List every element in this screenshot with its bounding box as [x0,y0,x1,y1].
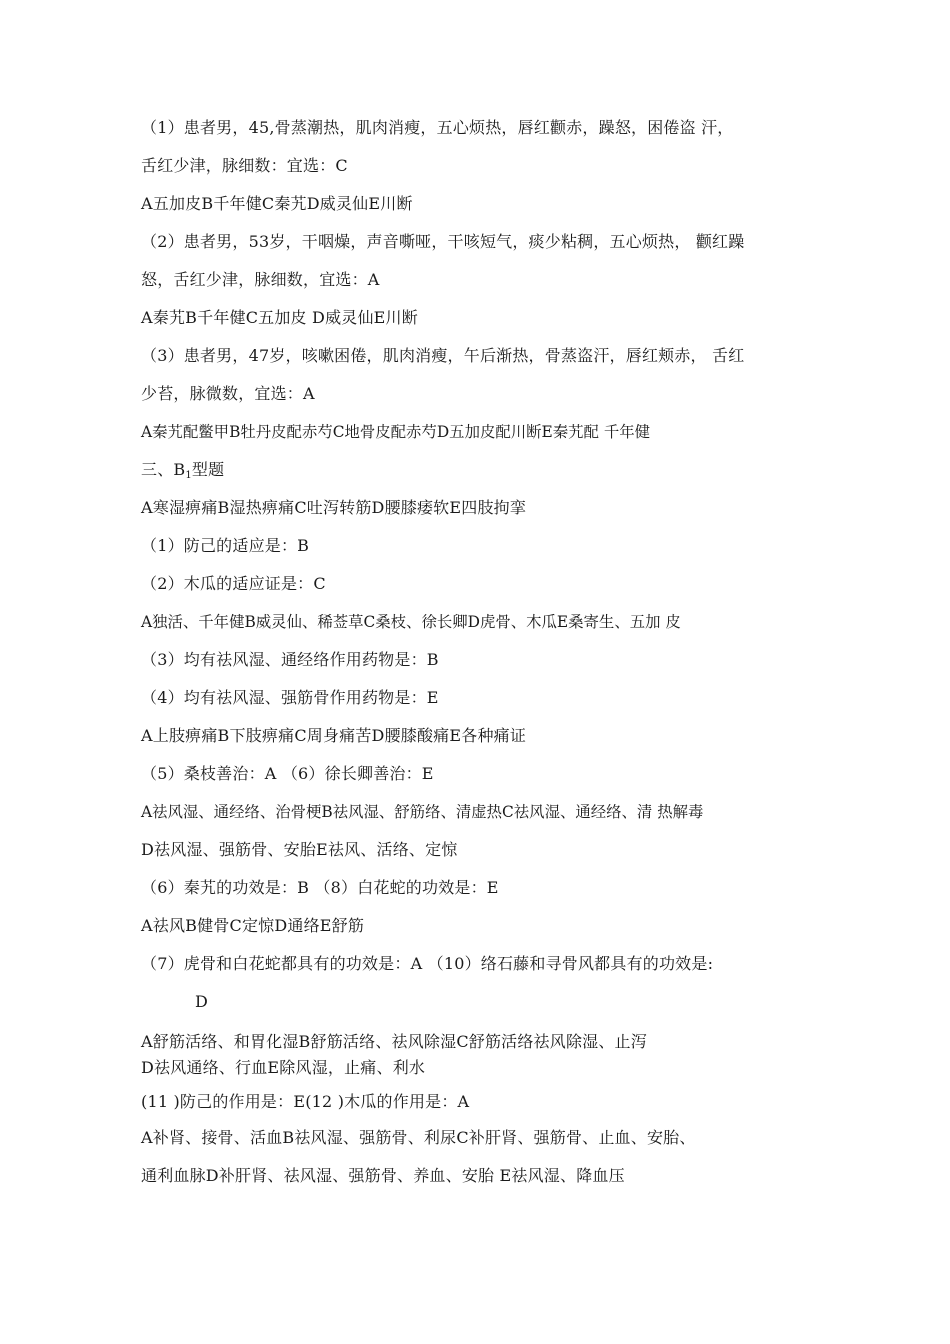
group-7-options-cont: 通利血脉D补肝肾、祛风湿、强筋骨、养血、安胎 E祛风湿、降血压 [141,1166,625,1185]
question-1-options: A五加皮B千年健C秦艽D威灵仙E川断 [141,194,413,213]
section-heading [141,460,224,486]
question-1-stem-cont: 舌红少津，脉细数：宜选：C [141,156,348,175]
group-5-questions: （7）虎骨和白花蛇都具有的功效是：A （10）络石藤和寻骨风都具有的功效是: [141,954,714,973]
group-4-questions: （6）秦艽的功效是：B （8）白花蛇的功效是：E [141,878,499,897]
group-2-options: A独活、千年健B威灵仙、稀莶草C桑枝、徐长卿D虎骨、木瓜E桑寄生、五加 皮 [141,613,681,631]
question-3-stem: （3）患者男，47岁，咳嗽困倦，肌肉消瘦，午后渐热，骨蒸盗汗，唇红颊赤， 舌红 [141,346,745,365]
group-2-q3: （3）均有祛风湿、通经络作用药物是：B [141,650,439,669]
question-3-stem-cont: 少苔，脉微数，宜选：A [141,384,315,403]
group-6-options-cont: D祛风通络、行血E除风湿，止痛、利水 [141,1058,426,1077]
group-7-options: A补肾、接骨、活血B祛风湿、强筋骨、利尿C补肝肾、强筋骨、止血、安胎、 [141,1128,696,1147]
group-4-options-cont: D祛风湿、强筋骨、安胎E祛风、活络、定惊 [141,840,458,859]
question-2-stem-cont: 怒，舌红少津，脉细数，宜选：A [141,270,380,289]
group-2-q4: （4）均有祛风湿、强筋骨作用药物是：E [141,688,439,707]
group-1-options: A寒湿痹痛B湿热痹痛C吐泻转筋D腰膝痿软E四肢拘挛 [141,498,527,517]
question-3-options: A秦艽配鳖甲B牡丹皮配赤芍C地骨皮配赤芍D五加皮配川断E秦艽配 千年健 [141,423,650,441]
group-4-options: A祛风湿、通经络、治骨梗B祛风湿、舒筋络、清虚热C祛风湿、通经络、清 热解毒 [141,803,704,821]
section-heading-prefix: 三、B [141,460,186,479]
question-1-stem: （1）患者男，45,骨蒸潮热，肌肉消瘦，五心烦热，唇红颧赤，躁怒，困倦盗 汗， [141,118,734,137]
group-6-questions: (11 )防己的作用是：E(12 )木瓜的作用是：A [141,1092,470,1111]
group-1-q1: （1）防己的适应是：B [141,536,310,555]
section-heading-suffix: 型题 [191,460,225,479]
group-6-options: A舒筋活络、和胃化湿B舒筋活络、祛风除湿C舒筋活络祛风除湿、止泻 [141,1032,647,1051]
group-3-questions: （5）桑枝善治：A （6）徐长卿善治：E [141,764,434,783]
group-3-options: A上肢痹痛B下肢痹痛C周身痛苦D腰膝酸痛E各种痛证 [141,726,527,745]
group-5-answer: D [195,992,209,1011]
section-heading-subscript: 1 [185,470,192,481]
question-2-options: A秦艽B千年健C五加皮 D威灵仙E川断 [141,308,418,327]
question-2-stem: （2）患者男，53岁，干咽燥，声音嘶哑，干咳短气，痰少粘稠，五心烦热， 颧红躁 [141,232,745,251]
group-5-options: A祛风B健骨C定惊D通络E舒筋 [141,916,365,935]
group-1-q2: （2）木瓜的适应证是：C [141,574,326,593]
